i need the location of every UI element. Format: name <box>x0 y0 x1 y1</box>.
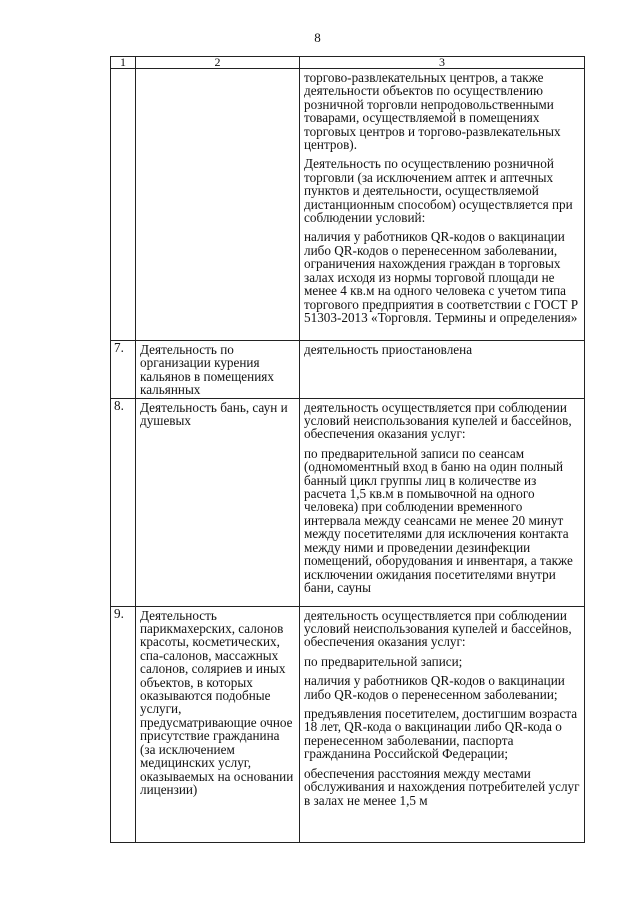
row-number: 8. <box>111 398 136 606</box>
table-row <box>111 606 585 842</box>
column-header-3: 3 <box>300 57 585 69</box>
condition-paragraph: наличия у работников QR-кодов о вакцинации либо QR-кодов о перенесенном заболевании, ограничения нахождения граждан в торговых залах исходя из нормы торговой площади не менее 4 кв.м на одного человека с учетом типа торгового предприятия в соответствии с ГОСТ Р 51303-2013 «Торговля. Термины и определения» <box>304 229 579 325</box>
column-header-1: 1 <box>111 57 136 69</box>
conditions-cell <box>300 341 585 399</box>
condition-paragraph: Деятельность по осуществлению розничной торговли (за исключением аптек и аптечных пунктов и деятельности, осуществляемой дистанционным способом) осуществляется при соблюдении условий: <box>304 156 573 226</box>
row-number <box>111 69 136 341</box>
activity-cell <box>136 69 300 341</box>
row-number: 7. <box>111 341 136 399</box>
table-row <box>111 398 585 606</box>
conditions-cell <box>300 398 585 606</box>
activity-cell: Деятельность бань, саун и душевых <box>136 398 300 606</box>
activity-cell: Деятельность по организации курения кальянов в помещениях кальянных <box>136 341 300 399</box>
condition-paragraph: по предварительной записи; <box>304 653 463 669</box>
activity-cell: Деятельность парикмахерских, салонов красоты, косметических, спа-салонов, массажных салонов, соляриев и иных объектов, в которых оказываются подобные услуги, предусматривающие очное присутствие гражданина (за исключением медицинских услуг, оказываемых на основании лицензии) <box>136 606 300 842</box>
condition-paragraph: торгово-развлекательных центров, а также деятельности объектов по осуществлению розничной торговли непродовольственными товарами, осуществляемой в помещениях торговых центров и торгово-развлекательных центров). <box>304 70 561 153</box>
page-number: 8 <box>314 30 321 45</box>
condition-paragraph: деятельность осуществляется при соблюдении условий неиспользования купелей и бассейнов, обеспечения оказания услуг: <box>304 607 572 650</box>
condition-paragraph: предъявления посетителем, достигшим возраста 18 лет, QR-кода о вакцинации либо QR-кода о перенесенном заболевании, паспорта гражданина Российской Федерации; <box>304 706 578 762</box>
regulation-table <box>110 56 585 843</box>
table-row <box>111 341 585 399</box>
condition-paragraph: по предварительной записи по сеансам (одномоментный вход в баню на один полный банный цикл группы лиц в количестве из расчета 1,5 кв.м в помывочной на одного человека) при соблюдении временного интервала между сеансами не менее 20 минут между посетителями для исключения контакта между ними и проведении дезинфекции помещений, оборудования и инвентаря, а также исключении ожидания посетителями внутри бани, сауны <box>304 445 573 595</box>
table-row <box>111 69 585 341</box>
condition-paragraph: наличия у работников QR-кодов о вакцинации либо QR-кодов о перенесенном заболевании; <box>304 673 565 702</box>
conditions-cell <box>300 606 585 842</box>
condition-paragraph: деятельность осуществляется при соблюдении условий неиспользования купелей и бассейнов, обеспечения оказания услуг: <box>304 399 572 442</box>
condition-paragraph: деятельность приостановлена <box>304 342 473 357</box>
conditions-cell <box>300 69 585 341</box>
condition-paragraph: обеспечения расстояния между местами обслуживания и нахождения потребителей услуг в залах не менее 1,5 м <box>304 765 580 808</box>
table-header-row <box>111 57 585 69</box>
column-header-2: 2 <box>136 57 300 69</box>
row-number: 9. <box>111 606 136 842</box>
